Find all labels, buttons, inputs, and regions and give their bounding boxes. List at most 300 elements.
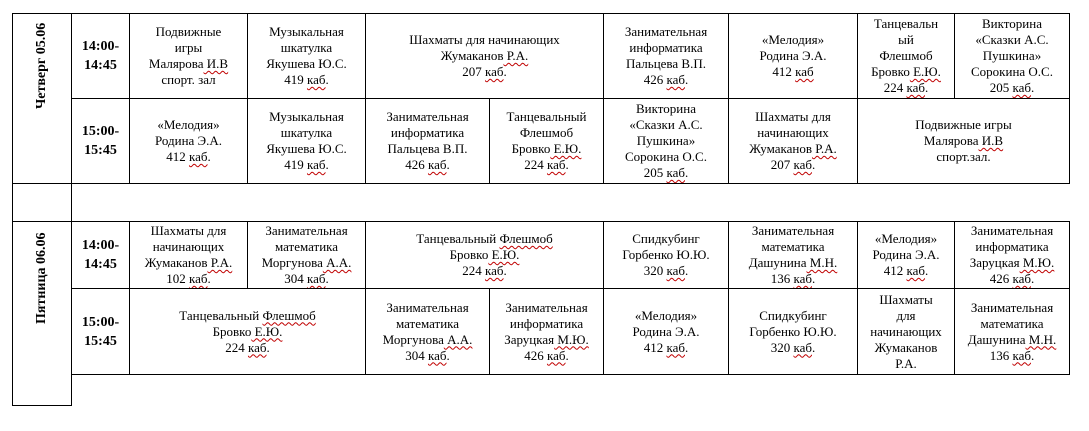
text-segment: Занимательная <box>386 109 469 124</box>
activity-line <box>368 263 601 279</box>
activity-line <box>492 348 601 364</box>
text-segment: Пушкина» <box>636 133 696 148</box>
underlined-text: М.Ю. <box>554 331 589 347</box>
activity-line <box>606 340 726 356</box>
text-segment: Заруцкая <box>504 331 555 347</box>
activity-line <box>250 40 363 56</box>
text-segment: . <box>446 157 450 172</box>
underlined-text: Р.А. <box>503 48 529 63</box>
underlined-text: М.Н. <box>806 255 838 270</box>
text-segment: Горбенко Ю.Ю. <box>622 247 710 262</box>
activity-line <box>250 255 363 271</box>
activity-line <box>250 109 363 125</box>
thursday-slot-2-row <box>13 99 1070 184</box>
activity-line <box>368 332 487 348</box>
text-segment: шкатулка <box>280 125 333 140</box>
activity-line <box>606 324 726 340</box>
text-segment: Подвижные <box>155 24 222 39</box>
text-segment: Музыкальная <box>269 24 344 39</box>
underlined-text: каб <box>793 271 812 286</box>
thursday-slot-1-row <box>13 14 1070 99</box>
activity-line <box>860 231 952 247</box>
separator-day-cell <box>13 184 72 222</box>
text-segment: Жумаканов <box>440 48 504 63</box>
text-segment: начинающих <box>152 239 225 254</box>
activity-line <box>250 56 363 72</box>
activity-line <box>860 117 1067 133</box>
text-segment: 419 <box>284 72 307 87</box>
text-segment: 320 <box>770 339 794 355</box>
text-segment: Занимательная <box>386 299 469 315</box>
activity-cell <box>490 289 604 375</box>
text-segment: Якушева Ю.С. <box>266 141 347 156</box>
text-segment: Родина Э.А. <box>759 48 827 63</box>
text-segment: информатика <box>509 315 584 331</box>
day-label-friday: Пятница 06.06 <box>13 222 72 406</box>
text-segment: 224 <box>225 339 248 355</box>
text-segment: . <box>565 157 569 172</box>
text-segment: 412 <box>883 263 907 278</box>
activity-cell <box>604 99 729 184</box>
text-segment: 136 <box>770 271 794 286</box>
activity-line <box>731 48 855 64</box>
activity-line <box>731 340 855 356</box>
underlined-text: каб <box>546 347 566 363</box>
text-segment: Моргунова <box>261 255 323 270</box>
activity-line <box>606 72 726 88</box>
text-segment: игры <box>174 40 203 55</box>
text-segment: 136 <box>989 347 1013 363</box>
activity-line <box>957 348 1067 364</box>
text-segment: Музыкальная <box>269 109 344 124</box>
text-segment: . <box>325 72 329 87</box>
separator-blank-cell <box>72 184 1070 222</box>
text-segment: . <box>503 64 507 79</box>
activity-cell <box>604 289 729 375</box>
activity-cell <box>955 222 1070 289</box>
text-segment: 207 <box>770 157 794 172</box>
text-segment: . <box>925 80 929 95</box>
activity-cell <box>248 99 366 184</box>
activity-line <box>368 64 601 80</box>
underlined-text: каб <box>1012 347 1031 363</box>
time-cell: 14:00- 14:45 <box>72 222 130 289</box>
activity-line <box>250 141 363 157</box>
day-label-thursday: Четверг 05.06 <box>13 14 72 184</box>
activity-line <box>368 247 601 263</box>
text-segment: . <box>812 271 816 286</box>
text-segment: начинающих <box>757 125 829 140</box>
underlined-text: каб <box>484 263 504 278</box>
activity-line <box>957 255 1067 271</box>
activity-line <box>132 308 363 324</box>
activity-line <box>731 64 855 80</box>
text-segment: Родина Э.А. <box>632 323 700 339</box>
text-segment: . <box>685 263 689 278</box>
activity-cell <box>366 289 490 375</box>
text-segment: Бровко <box>511 141 551 156</box>
text-segment: 320 <box>643 263 667 278</box>
underlined-text: Флешмоб <box>262 307 316 323</box>
activity-line <box>606 101 726 117</box>
activity-line <box>368 300 487 316</box>
text-segment: 102 <box>166 271 189 286</box>
activity-line <box>132 133 245 149</box>
text-segment: Шахматы для <box>150 223 227 238</box>
text-segment: Малярова <box>148 56 204 71</box>
activity-line <box>368 157 487 173</box>
text-segment: . <box>1031 347 1035 363</box>
activity-line <box>250 223 363 239</box>
text-segment: ый <box>898 32 914 47</box>
text-segment: 419 <box>284 157 307 172</box>
activity-line <box>860 48 952 64</box>
text-segment: . <box>685 165 689 180</box>
text-segment: Бровко <box>449 247 489 262</box>
time-cell: 15:00- 15:45 <box>72 289 130 375</box>
text-segment: начинающих <box>870 323 942 339</box>
activity-line <box>368 48 601 64</box>
text-segment: математика <box>761 239 825 254</box>
time-cell: 14:00- 14:45 <box>72 14 130 99</box>
activity-line <box>132 24 245 40</box>
text-segment: Спидкубинг <box>759 307 827 323</box>
activity-line <box>250 125 363 141</box>
activity-line <box>132 117 245 133</box>
day-separator-row <box>13 184 1070 222</box>
text-segment: «Мелодия» <box>874 231 938 246</box>
text-segment: Занимательная <box>265 223 348 238</box>
activity-line <box>250 157 363 173</box>
text-segment: 426 <box>524 347 547 363</box>
activity-line <box>606 247 726 263</box>
text-segment: математика <box>274 239 339 254</box>
activity-line <box>731 141 855 157</box>
activity-cell <box>130 14 248 99</box>
text-segment: Заруцкая <box>969 255 1020 270</box>
activity-line <box>957 223 1067 239</box>
text-segment: . <box>266 339 270 355</box>
underlined-text: каб <box>666 339 685 355</box>
underlined-text: каб <box>427 157 447 172</box>
underlined-text: каб <box>666 263 685 278</box>
text-segment: Шахматы для начинающих <box>409 32 560 47</box>
text-segment: Танцевальный <box>179 307 263 323</box>
activity-line <box>860 133 1067 149</box>
underlined-text: каб <box>188 149 208 164</box>
text-segment: . <box>812 157 816 172</box>
underlined-text: каб <box>546 157 566 172</box>
activity-line <box>860 16 952 32</box>
activity-line <box>957 48 1067 64</box>
text-segment: Р.А. <box>895 355 917 371</box>
text-segment: Горбенко Ю.Ю. <box>749 323 837 339</box>
activity-line <box>132 324 363 340</box>
text-segment: Спидкубинг <box>632 231 700 246</box>
text-segment: Пушкина» <box>982 48 1042 63</box>
activity-line <box>132 72 245 88</box>
activity-line <box>731 223 855 239</box>
text-segment: 412 <box>166 149 189 164</box>
activity-line <box>132 40 245 56</box>
activity-cell <box>955 14 1070 99</box>
text-segment: Жумаканов <box>144 255 208 270</box>
activity-line <box>957 271 1067 287</box>
activity-line <box>606 263 726 279</box>
activity-line <box>250 271 363 287</box>
text-segment: Флешмоб <box>519 125 574 140</box>
text-segment: «Мелодия» <box>157 117 220 132</box>
text-segment: математика <box>395 315 460 331</box>
activity-line <box>368 348 487 364</box>
underlined-text: М.Н. <box>1025 331 1057 347</box>
text-segment: 207 <box>462 64 485 79</box>
underlined-text: Е.Ю. <box>550 141 582 156</box>
activity-line <box>492 125 601 141</box>
text-segment: Подвижные игры <box>915 117 1012 132</box>
underlined-text: Р.А. <box>207 255 233 270</box>
underlined-text: каб <box>188 271 208 286</box>
text-segment: Якушева Ю.С. <box>266 56 347 71</box>
underlined-text: каб <box>306 72 326 87</box>
activity-cell <box>858 99 1070 184</box>
text-segment: «Мелодия» <box>634 307 698 323</box>
activity-line <box>731 109 855 125</box>
activity-line <box>957 32 1067 48</box>
underlined-text: каб <box>306 157 326 172</box>
empty-cell <box>72 375 1070 406</box>
activity-cell <box>248 222 366 289</box>
underlined-text: М.Ю. <box>1019 255 1055 270</box>
text-segment: математика <box>980 315 1044 331</box>
activity-line <box>957 316 1067 332</box>
activity-cell <box>366 14 604 99</box>
text-segment: Дашунина <box>748 255 807 270</box>
text-segment: 304 <box>405 347 428 363</box>
underlined-text: Флешмоб <box>499 231 553 246</box>
text-segment: Сорокина О.С. <box>971 64 1053 79</box>
underlined-text: каб <box>906 263 925 278</box>
activity-line <box>368 141 487 157</box>
activity-cell <box>366 222 604 289</box>
activity-line <box>860 292 952 308</box>
text-segment: Танцевальный <box>416 231 500 246</box>
text-segment: Викторина <box>982 16 1042 31</box>
text-segment: Шахматы для <box>755 109 831 124</box>
activity-line <box>132 255 245 271</box>
activity-line <box>860 324 952 340</box>
activity-cell <box>858 289 955 375</box>
friday-slot-1-row <box>13 222 1070 289</box>
activity-line <box>860 247 952 263</box>
schedule-table <box>12 13 1070 406</box>
text-segment: Бровко <box>212 323 252 339</box>
text-segment: 224 <box>462 263 485 278</box>
activity-line <box>132 239 245 255</box>
activity-cell <box>955 289 1070 375</box>
activity-cell <box>490 99 604 184</box>
activity-line <box>368 109 487 125</box>
text-segment: информатика <box>390 125 465 140</box>
text-segment: . <box>207 149 211 164</box>
underlined-text: каб <box>666 72 685 87</box>
activity-line <box>492 332 601 348</box>
time-cell: 15:00- 15:45 <box>72 99 130 184</box>
text-segment: . <box>685 72 689 87</box>
activity-line <box>731 324 855 340</box>
activity-line <box>860 356 952 372</box>
activity-line <box>492 316 601 332</box>
underlined-text: каб <box>793 339 812 355</box>
text-segment: 426 <box>989 271 1013 286</box>
text-segment: Шахматы <box>879 291 933 307</box>
text-segment: спорт. зал <box>161 72 216 87</box>
activity-line <box>606 56 726 72</box>
activity-line <box>860 263 952 279</box>
activity-line <box>492 109 601 125</box>
activity-cell <box>858 14 955 99</box>
activity-cell <box>130 99 248 184</box>
text-segment: для <box>896 307 916 323</box>
activity-cell <box>130 222 248 289</box>
activity-line <box>250 24 363 40</box>
text-segment: Флешмоб <box>879 48 933 63</box>
text-segment: информатика <box>975 239 1049 254</box>
activity-line <box>860 64 952 80</box>
activity-line <box>250 72 363 88</box>
text-segment: . <box>325 271 329 286</box>
activity-line <box>731 255 855 271</box>
activity-line <box>731 308 855 324</box>
underlined-text: Е.Ю. <box>488 247 520 262</box>
text-segment: Занимательная <box>624 24 708 39</box>
activity-line <box>860 308 952 324</box>
activity-line <box>860 80 952 96</box>
text-segment: Танцевальный <box>506 109 587 124</box>
text-segment: Пальцева В.П. <box>626 56 706 71</box>
text-segment: 224 <box>524 157 547 172</box>
underlined-text: каб <box>795 64 814 79</box>
underlined-text: каб <box>906 80 925 95</box>
activity-line <box>606 133 726 149</box>
text-segment: 205 <box>643 165 667 180</box>
activity-line <box>492 157 601 173</box>
text-segment: Викторина <box>636 101 696 116</box>
activity-line <box>132 56 245 72</box>
text-segment: . <box>325 157 329 172</box>
activity-cell <box>729 99 858 184</box>
activity-line <box>132 340 363 356</box>
activity-line <box>250 239 363 255</box>
activity-line <box>606 149 726 165</box>
text-segment: . <box>685 339 689 355</box>
text-segment: Малярова <box>923 133 979 148</box>
underlined-text: каб <box>306 271 326 286</box>
underlined-text: Е.Ю. <box>251 323 283 339</box>
activity-line <box>957 80 1067 96</box>
activity-line <box>957 300 1067 316</box>
activity-line <box>606 165 726 181</box>
text-segment: Родина Э.А. <box>154 133 223 148</box>
activity-line <box>860 340 952 356</box>
activity-cell <box>604 14 729 99</box>
text-segment: . <box>207 271 211 286</box>
activity-line <box>368 32 601 48</box>
text-segment: 304 <box>284 271 307 286</box>
text-segment: Жумаканов <box>874 339 938 355</box>
text-segment: Пальцева В.П. <box>387 141 468 156</box>
text-segment: 205 <box>989 80 1013 95</box>
text-segment: Родина Э.А. <box>872 247 940 262</box>
text-segment: «Сказки А.С. <box>629 117 703 132</box>
text-segment: Занимательная <box>970 223 1054 238</box>
underlined-text: Р.А. <box>811 141 837 156</box>
activity-line <box>731 271 855 287</box>
activity-line <box>731 239 855 255</box>
friday-slot-2-row <box>13 289 1070 375</box>
text-segment: 224 <box>883 80 907 95</box>
activity-cell <box>248 14 366 99</box>
text-segment: . <box>925 263 929 278</box>
underlined-text: каб <box>793 157 812 172</box>
text-segment: Сорокина О.С. <box>625 149 707 164</box>
text-segment: . <box>1031 80 1035 95</box>
activity-cell <box>858 222 955 289</box>
underlined-text: каб <box>1012 271 1031 286</box>
text-segment: Занимательная <box>751 223 835 238</box>
text-segment: 412 <box>772 64 796 79</box>
text-segment: 412 <box>643 339 667 355</box>
text-segment: «Мелодия» <box>761 32 825 47</box>
friday-empty-row <box>13 375 1070 406</box>
activity-line <box>731 125 855 141</box>
activity-line <box>606 40 726 56</box>
text-segment: Бровко <box>871 64 910 79</box>
underlined-text: каб <box>666 165 685 180</box>
activity-line <box>368 231 601 247</box>
text-segment: . <box>446 347 450 363</box>
text-segment: информатика <box>629 40 703 55</box>
activity-line <box>368 125 487 141</box>
activity-line <box>132 223 245 239</box>
text-segment: 426 <box>643 72 667 87</box>
text-segment: спорт.зал. <box>936 149 991 164</box>
activity-line <box>957 332 1067 348</box>
text-segment: Занимательная <box>505 299 588 315</box>
text-segment: . <box>565 347 569 363</box>
activity-line <box>860 32 952 48</box>
activity-line <box>606 231 726 247</box>
underlined-text: каб <box>484 64 504 79</box>
activity-line <box>606 308 726 324</box>
text-segment: шкатулка <box>280 40 333 55</box>
underlined-text: А.А. <box>443 331 473 347</box>
text-segment: . <box>503 263 507 278</box>
underlined-text: И.В <box>978 133 1004 148</box>
activity-line <box>368 316 487 332</box>
underlined-text: И.В <box>203 56 229 71</box>
activity-line <box>957 64 1067 80</box>
underlined-text: каб <box>1012 80 1031 95</box>
activity-cell <box>729 289 858 375</box>
activity-cell <box>729 222 858 289</box>
activity-line <box>492 141 601 157</box>
activity-line <box>132 149 245 165</box>
text-segment: Дашунина <box>967 331 1026 347</box>
text-segment: Жумаканов <box>749 141 812 156</box>
text-segment: 426 <box>405 157 428 172</box>
text-segment: «Сказки А.С. <box>975 32 1049 47</box>
